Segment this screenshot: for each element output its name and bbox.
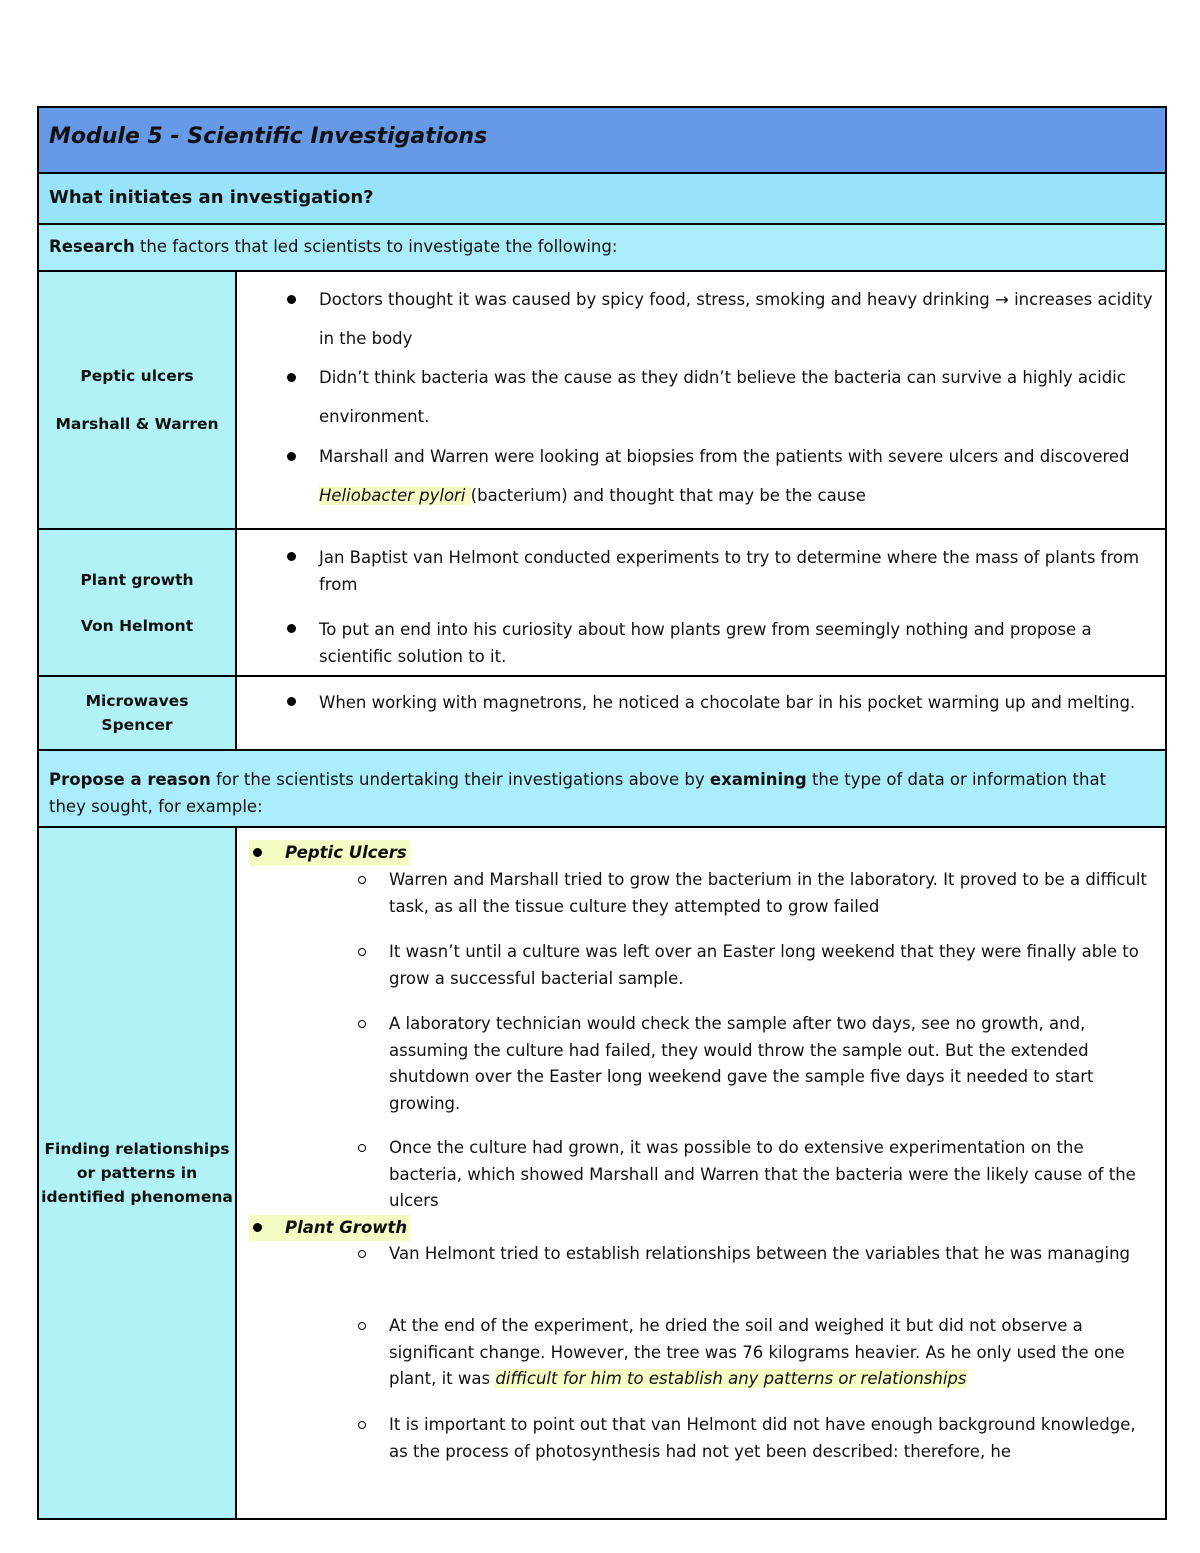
- plant-growth-row: [39, 530, 1165, 677]
- peptic-ulcers-heading: Peptic Ulcers: [249, 840, 410, 866]
- circle-bullet-icon: [358, 876, 366, 884]
- peptic-ulcers-label-cell: [39, 272, 237, 528]
- spencer-label: Spencer: [101, 716, 173, 734]
- peptic-ulcers-row: [39, 272, 1165, 530]
- list-item: Jan Baptist van Helmont conducted experiments to try to determine where the mass of plants from from: [319, 544, 1157, 598]
- finding-label-line-2: or patterns in: [76, 1164, 198, 1182]
- highlighted-term: Heliobacter pylori: [319, 486, 471, 505]
- list-item: Van Helmont tried to establish relationships between the variables that he was managing: [389, 1241, 1157, 1268]
- finding-label-line-3: identified phenomena: [41, 1188, 233, 1206]
- list-item: To put an end into his curiosity about how plants grew from seemingly nothing and propose a scientific solution to it.: [319, 616, 1157, 670]
- plant-growth-content: [237, 530, 1165, 675]
- microwaves-row: [39, 677, 1165, 751]
- circle-bullet-icon: [358, 1144, 366, 1152]
- bullet-icon: [287, 452, 296, 461]
- bullet-icon: [287, 373, 296, 382]
- section-heading: [285, 1215, 1157, 1241]
- bullet-icon: [253, 1223, 262, 1232]
- microwaves-content: [237, 677, 1165, 749]
- question-heading: What initiates an investigation?: [49, 187, 374, 208]
- circle-bullet-icon: [358, 1322, 366, 1330]
- circle-bullet-icon: [358, 1020, 366, 1028]
- circle-bullet-icon: [358, 1421, 366, 1429]
- list-item: Doctors thought it was caused by spicy food, stress, smoking and heavy drinking → increases acidity in the body: [319, 280, 1157, 358]
- list-item: Once the culture had grown, it was possible to do extensive experimentation on the bacteria, which showed Marshall and Warren that the bacteria were the likely cause of the ulcers: [389, 1135, 1157, 1215]
- circle-bullet-icon: [358, 1250, 366, 1258]
- peptic-ulcers-label: Peptic ulcers: [80, 367, 194, 385]
- marshall-warren-label: Marshall & Warren: [55, 415, 219, 433]
- page-title: Module 5 - Scientific Investigations: [49, 124, 488, 149]
- von-helmont-label: Von Helmont: [80, 616, 194, 635]
- list-item: Warren and Marshall tried to grow the bacterium in the laboratory. It proved to be a difficult task, as all the tissue culture they attempted to grow failed: [389, 867, 1157, 920]
- research-row: [39, 225, 1165, 272]
- microwaves-label: Microwaves: [85, 692, 189, 710]
- bullet-icon: [287, 624, 296, 633]
- worksheet-table: [37, 106, 1167, 1520]
- list-item: A laboratory technician would check the sample after two days, see no growth, and, assuming the culture had failed, they would throw the sample out. But the extended shutdown over the Easter long weekend gave the sample five days it needed to start growing.: [389, 1011, 1157, 1117]
- circle-bullet-icon: [358, 948, 366, 956]
- list-item: Marshall and Warren were looking at biopsies from the patients with severe ulcers and discovered Heliobacter pylori (bacterium) and thought that may be the cause: [319, 437, 1157, 515]
- question-row: [39, 174, 1165, 225]
- list-item: Didn’t think bacteria was the cause as they didn’t believe the bacteria can survive a highly acidic environment.: [319, 358, 1157, 436]
- finding-label-cell: [39, 828, 237, 1518]
- research-instruction: [49, 237, 617, 256]
- bullet-icon: [287, 552, 296, 561]
- propose-instruction: Propose a reason for the scientists undertaking their investigations above by examining the type of data or information that they sought, for example:: [49, 770, 1107, 816]
- plant-growth-label: Plant growth: [80, 570, 194, 589]
- finding-relationships-row: [39, 828, 1165, 1518]
- bullet-icon: [287, 697, 296, 706]
- highlighted-phrase: difficult for him to establish any patterns or relationships: [495, 1369, 967, 1388]
- section-heading: [285, 840, 1157, 866]
- plant-growth-label-cell: [39, 530, 237, 675]
- title-row: [39, 108, 1165, 174]
- bullet-icon: [253, 848, 262, 857]
- research-bold: Research: [49, 237, 135, 256]
- plant-growth-heading: Plant Growth: [249, 1215, 410, 1241]
- finding-label-line-1: Finding relationships: [44, 1140, 230, 1158]
- peptic-ulcers-content: [237, 272, 1165, 528]
- bullet-icon: [287, 295, 296, 304]
- microwaves-label-cell: [39, 677, 237, 749]
- list-item: It wasn’t until a culture was left over an Easter long weekend that they were finally able to grow a successful bacterial sample.: [389, 939, 1157, 992]
- propose-row: [39, 751, 1165, 828]
- finding-content: [237, 828, 1165, 1518]
- research-text: the factors that led scientists to investigate the following:: [134, 237, 618, 256]
- list-item: At the end of the experiment, he dried the soil and weighed it but did not observe a significant change. However, the tree was 76 kilograms heavier. As he only used the one plant, it was difficult for him to establish any patterns or relationships: [389, 1313, 1157, 1393]
- list-item: When working with magnetrons, he noticed a chocolate bar in his pocket warming up and melting.: [319, 689, 1157, 716]
- list-item: It is important to point out that van Helmont did not have enough background knowledge, as the process of photosynthesis had not yet been described: therefore, he: [389, 1412, 1157, 1465]
